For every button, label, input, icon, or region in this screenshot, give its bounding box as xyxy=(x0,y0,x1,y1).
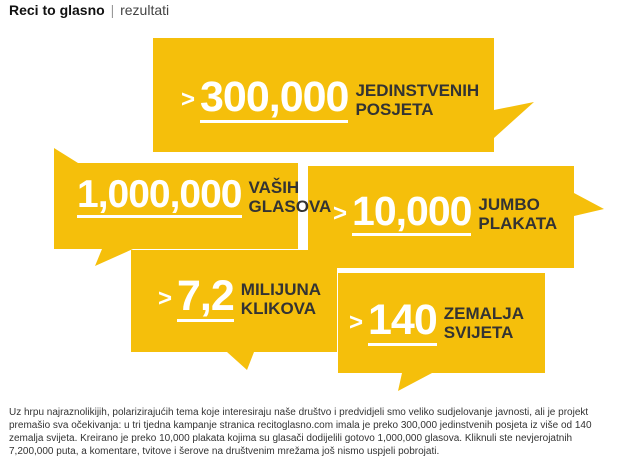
chevron-right-icon: > xyxy=(158,284,173,312)
description-text: Uz hrpu najraznolikijih, polarizirajućih tema koje interesiraju naše društvo i predvidjeli smo veliko sudjelovanje javnosti, ali je projekt premašio sva očekivanja: u tri tjedna kampanje stranica recitoglasno.com imala je preko 300,000 jedinstvenih posjeta iz više od 140 zemalja svijeta. Kreirano je preko 10,000 plakata kojima su glasači dodijelili gotovo 1,000,000 glasova. Kliknuli ste nevjerojatnih 7,200,000 puta, a komentare, tvitove i šerove na društvenim mrežama još nismo uspjeli pobrojati. xyxy=(9,407,592,457)
page-subtitle: rezultati xyxy=(120,2,170,18)
stat-clicks xyxy=(158,272,322,322)
title-separator: | xyxy=(110,2,115,18)
stat-votes-number: 1,000,000 xyxy=(77,173,242,216)
stat-posters-label: JUMBO PLAKATA xyxy=(478,194,558,233)
page-title: Reci to glasno xyxy=(9,2,105,18)
stat-countries-label: ZEMALJA SVIJETA xyxy=(443,303,525,342)
stat-votes xyxy=(77,175,331,218)
stat-posters xyxy=(333,188,558,236)
stat-posters-number: 10,000 xyxy=(352,188,472,234)
stat-countries xyxy=(349,296,525,346)
stat-visits xyxy=(181,73,480,123)
stat-visits-number: 300,000 xyxy=(200,73,349,121)
chevron-right-icon: > xyxy=(181,85,196,113)
chevron-right-icon: > xyxy=(349,308,364,336)
chevron-right-icon: > xyxy=(333,199,348,227)
stat-clicks-label: MILIJUNA KLIKOVA xyxy=(240,279,322,318)
stat-clicks-number: 7,2 xyxy=(177,272,234,320)
stat-countries-number: 140 xyxy=(368,296,437,344)
stat-votes-label: VAŠIH GLASOVA xyxy=(248,177,332,216)
stat-visits-label: JEDINSTVENIH POSJETA xyxy=(355,80,480,119)
